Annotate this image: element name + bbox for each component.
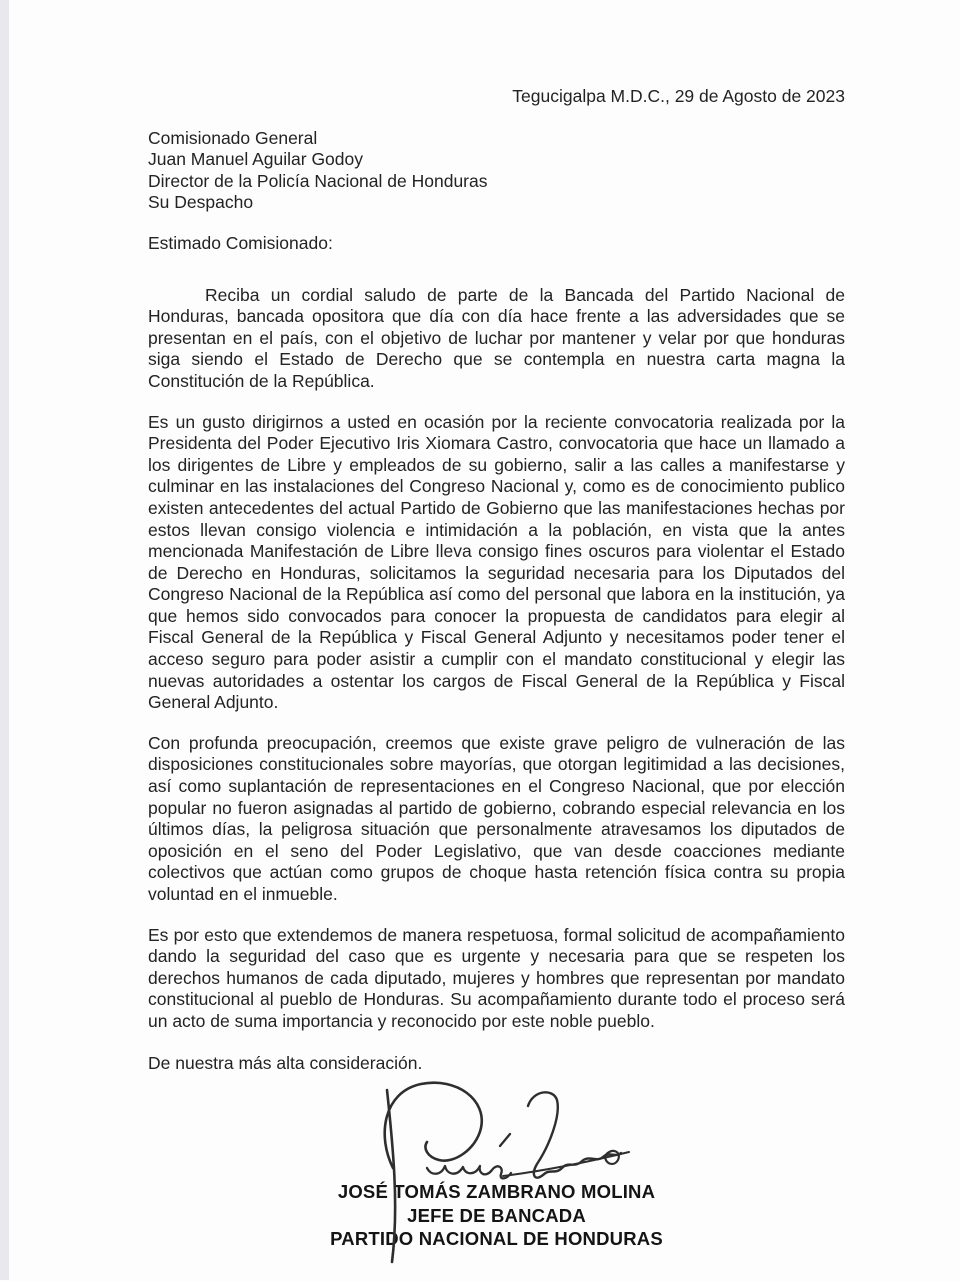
paragraph-request-security: Es un gusto dirigirnos a usted en ocasión por la reciente convocatoria realizada por la Presidenta del Poder Ejecutivo Iris Xiomara Castro, convocatoria que hace un llamado a los dirigentes de Libre y empleados de su gobierno, salir a las calles a manifestarse y culminar en las instalaciones del Congreso Nacional y, como es de conocimiento publico existen antecedentes del actual Partido de Gobierno que las manifestaciones hechas por estos llevan consigo violencia e intimidación a la población, en vista que la antes mencionada Manifestación de Libre lleva consigo fines oscuros para violentar el Estado de Derecho en Honduras, solicitamos la seguridad necesaria para los Diputados del Congreso Nacional de la República así como del personal que labora en la institución, ya que hemos sido convocados para conocer la propuesta de candidatos para elegir al Fiscal General de la República y Fiscal General Adjunto y necesitamos poder tener el acceso seguro para poder asistir a cumplir con el mandato constitucional y elegir las nuevas autoridades a ostentar los cargos de Fiscal General de la República y Fiscal General Adjunto. (148, 411, 845, 713)
handwritten-signature-icon (353, 1076, 653, 1276)
paragraph-formal-request: Es por esto que extendemos de manera respetuosa, formal solicitud de acompañamiento dando la seguridad del caso que es urgente y necesaria para que se respeten los derechos humanos de cada diputado, mujeres y hombres que representan por mandato constitucional al pueblo de Honduras. Su acompañamiento durante todo el proceso será un acto de suma importancia y reconocido por este noble pueblo. (148, 924, 845, 1031)
signature-block (148, 1076, 845, 1281)
salutation: Estimado Comisionado: (148, 232, 333, 253)
signatory-party: PARTIDO NACIONAL DE HONDURAS (330, 1228, 663, 1250)
paragraph-greeting: Reciba un cordial saludo de parte de la Bancada del Partido Nacional de Honduras, bancada opositora que día con día hace frente a las adversidades que se presentan en el país, con el objetivo de luchar por mantener y velar por que honduras siga siendo el Estado de Derecho que se contempla en nuestra carta magna la Constitución de la República. (148, 284, 845, 391)
signatory-name: JOSÉ TOMÁS ZAMBRANO MOLINA (337, 1181, 656, 1203)
dateline: Tegucigalpa M.D.C., 29 de Agosto de 2023 (512, 86, 845, 106)
recipient-block (148, 128, 845, 214)
signatory-title: JEFE DE BANCADA (407, 1204, 586, 1226)
recipient-name: Juan Manuel Aguilar Godoy (148, 149, 363, 170)
recipient-title: Comisionado General (148, 127, 318, 148)
letter-document (148, 0, 845, 1281)
scanned-page-edge (0, 0, 9, 1280)
closing-line: De nuestra más alta consideración. (148, 1052, 423, 1073)
recipient-office: Su Despacho (148, 192, 254, 213)
paragraph-concern: Con profunda preocupación, creemos que existe grave peligro de vulneración de las disposiciones constitucionales sobre mayorías, que otorgan legitimidad a las decisiones, así como suplantación de representaciones en el Congreso Nacional, que por elección popular no fueron asignadas al partido de gobierno, cobrando especial relevancia en los últimos días, la peligrosa situación que personalmente atravesamos los diputados de oposición en el seno del Poder Legislativo, que van desde coacciones mediante colectivos que actúan como grupos de choque hasta retención física contra su propia voluntad en el inmueble. (148, 732, 845, 904)
recipient-role: Director de la Policía Nacional de Honduras (148, 170, 488, 191)
